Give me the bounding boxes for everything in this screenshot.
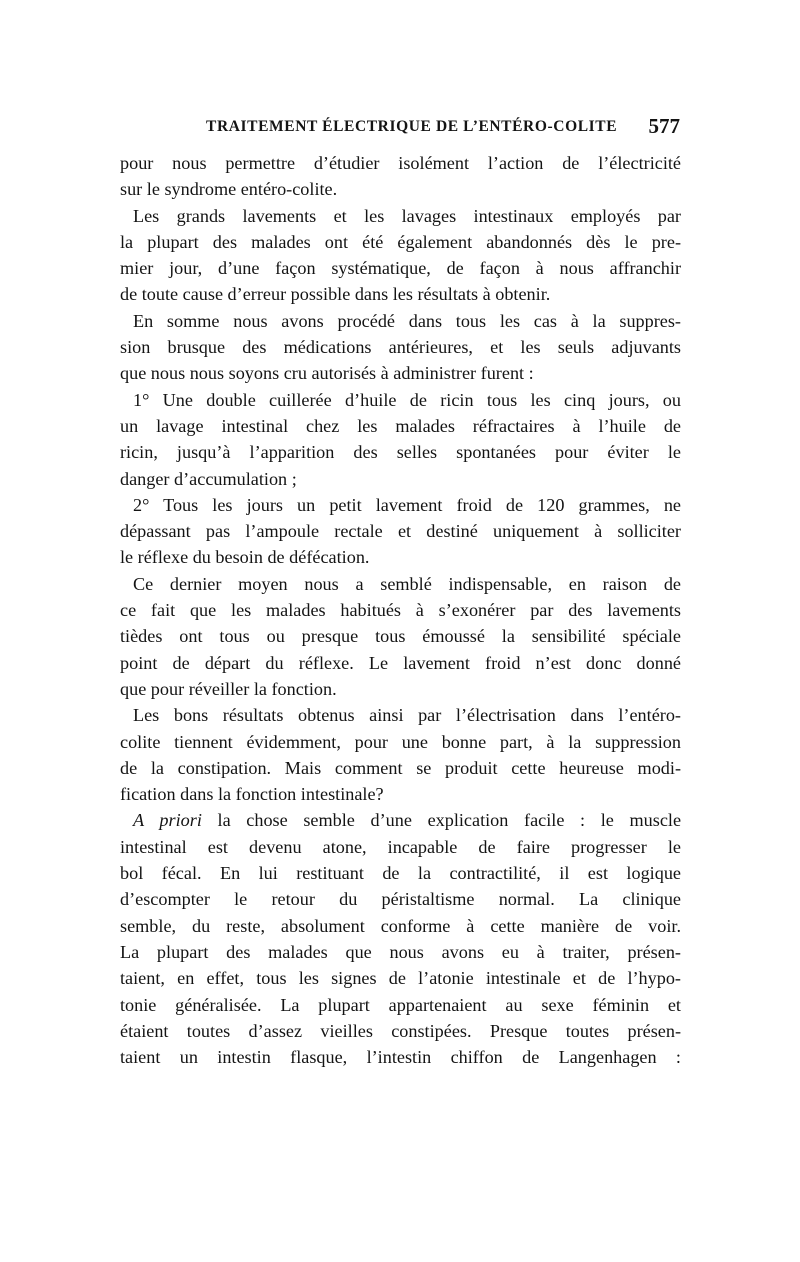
text-line bbox=[120, 360, 681, 386]
text-line bbox=[120, 203, 681, 229]
text-line bbox=[120, 439, 681, 465]
text-line bbox=[120, 886, 681, 912]
line-text: tièdes ont tous ou presque tous émoussé la sensibilité spéciale bbox=[120, 626, 681, 647]
text-line bbox=[120, 623, 681, 649]
line-text: de la constipation. Mais comment se produit cette heureuse modi- bbox=[120, 757, 681, 778]
text-line bbox=[120, 518, 681, 544]
line-text: 2° Tous les jours un petit lavement froid de 120 grammes, ne bbox=[133, 494, 681, 515]
line-text: la chose semble d’une explication facile : le muscle bbox=[217, 810, 682, 831]
text-line bbox=[120, 650, 681, 676]
text-line bbox=[120, 229, 681, 255]
text-line bbox=[120, 755, 681, 781]
text-line bbox=[120, 334, 681, 360]
text-line bbox=[120, 781, 681, 807]
text-line bbox=[120, 466, 681, 492]
text-line bbox=[120, 676, 681, 702]
text-line bbox=[120, 834, 681, 860]
line-text: taient un intestin flasque, l’intestin chiffon de Langenhagen : bbox=[120, 1047, 681, 1068]
running-title: TRAITEMENT ÉLECTRIQUE DE L’ENTÉRO-COLITE bbox=[206, 118, 618, 135]
line-text: ce fait que les malades habitués à s’exonérer par des lavements bbox=[120, 600, 681, 621]
text-line bbox=[120, 913, 681, 939]
text-line bbox=[120, 255, 681, 281]
line-text: pour nous permettre d’étudier isolément l’action de l’électricité bbox=[120, 153, 681, 173]
text-line bbox=[120, 492, 681, 518]
line-text: bol fécal. En lui restituant de la contractilité, il est logique bbox=[120, 863, 681, 884]
line-text: de toute cause d’erreur possible dans les résultats à obtenir. bbox=[120, 284, 551, 305]
line-text: intestinal est devenu atone, incapable de faire progresser le bbox=[120, 836, 681, 857]
line-text: En somme nous avons procédé dans tous les cas à la suppres- bbox=[133, 310, 681, 331]
line-text: Ce dernier moyen nous a semblé indispensable, en raison de bbox=[133, 573, 681, 594]
line-text: étaient toutes d’assez vieilles constipées. Presque toutes présen- bbox=[120, 1020, 681, 1041]
line-text: d’escompter le retour du péristaltisme normal. La clinique bbox=[120, 889, 681, 910]
line-text: point de départ du réflexe. Le lavement froid n’est donc donné bbox=[120, 652, 681, 673]
text-line bbox=[120, 176, 681, 202]
text-line bbox=[120, 544, 681, 570]
text-line bbox=[120, 597, 681, 623]
line-text: dépassant pas l’ampoule rectale et destiné uniquement à solliciter bbox=[120, 521, 681, 542]
line-text: sion brusque des médications antérieures, et les seuls adjuvants bbox=[120, 337, 681, 358]
line-text: Les grands lavements et les lavages intestinaux employés par bbox=[133, 205, 681, 226]
text-line bbox=[120, 1044, 681, 1070]
line-text: tonie généralisée. La plupart appartenaient au sexe féminin et bbox=[120, 994, 681, 1015]
page-number: 577 bbox=[648, 114, 680, 138]
body-text bbox=[120, 150, 681, 1070]
text-line bbox=[120, 413, 681, 439]
text-line bbox=[120, 308, 681, 334]
line-text: danger d’accumulation ; bbox=[120, 468, 297, 489]
text-line bbox=[120, 860, 681, 886]
text-line bbox=[120, 1018, 681, 1044]
line-text: ricin, jusqu’à l’apparition des selles spontanées pour éviter le bbox=[120, 442, 681, 463]
line-text: Les bons résultats obtenus ainsi par l’électrisation dans l’entéro- bbox=[133, 705, 681, 726]
text-line bbox=[120, 387, 681, 413]
line-text: fication dans la fonction intestinale? bbox=[120, 784, 384, 805]
text-line bbox=[120, 571, 681, 597]
text-line bbox=[120, 729, 681, 755]
line-text: que pour réveiller la fonction. bbox=[120, 678, 337, 699]
text-line bbox=[120, 150, 681, 176]
line-text: colite tiennent évidemment, pour une bonne part, à la suppression bbox=[120, 731, 681, 752]
line-text: semble, du reste, absolument conforme à cette manière de voir. bbox=[120, 915, 681, 936]
text-line bbox=[120, 992, 681, 1018]
running-head bbox=[120, 112, 680, 142]
line-text: 1° Une double cuillerée d’huile de ricin tous les cinq jours, ou bbox=[133, 389, 681, 410]
text-line bbox=[120, 965, 681, 991]
line-text: un lavage intestinal chez les malades réfractaires à l’huile de bbox=[120, 415, 681, 436]
line-text: sur le syndrome entéro-colite. bbox=[120, 179, 338, 200]
line-text: La plupart des malades que nous avons eu à traiter, présen- bbox=[120, 941, 681, 962]
line-text: le réflexe du besoin de défécation. bbox=[120, 547, 370, 568]
line-text: que nous nous soyons cru autorisés à administrer furent : bbox=[120, 363, 534, 384]
text-line bbox=[120, 807, 681, 833]
line-text: taient, en effet, tous les signes de l’atonie intestinale et de l’hypo- bbox=[120, 968, 681, 989]
text-line bbox=[120, 281, 681, 307]
line-text: mier jour, d’une façon systématique, de façon à nous affranchir bbox=[120, 258, 681, 279]
italic-phrase: A priori bbox=[133, 810, 202, 831]
line-text: la plupart des malades ont été également abandonnés dès le pre- bbox=[120, 231, 681, 252]
text-line bbox=[120, 939, 681, 965]
text-line bbox=[120, 702, 681, 728]
